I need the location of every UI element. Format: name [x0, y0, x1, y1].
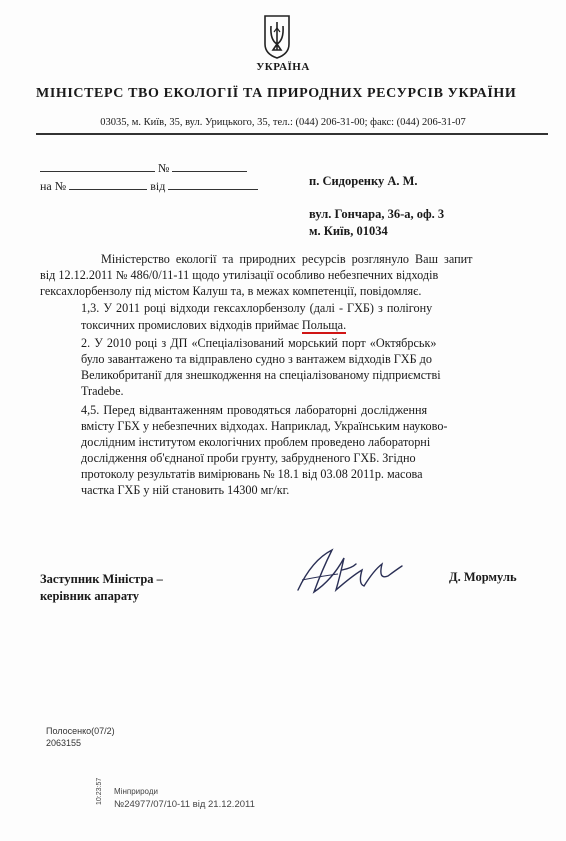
- paragraph-1-line-1: 1,3. У 2011 році відходи гексахлорбензолу (далі - ГХБ) з полігону: [81, 301, 433, 315]
- country-name: УКРАЇНА: [256, 61, 310, 73]
- signatory-title-line-1: Заступник Міністра –: [40, 572, 163, 586]
- paragraph-3-line-1: 4,5. Перед відвантаженням проводяться лабораторні дослідження: [81, 403, 428, 417]
- header-divider: [36, 133, 548, 135]
- paragraph-3-line-3: дослідним інститутом екологічних проблем проведено лабораторні: [81, 435, 431, 449]
- executor-phone: 2063155: [46, 738, 82, 748]
- paragraph-3-line-4: дослідження об'єднаної проби грунту, забрудненого ГХБ. Згідно: [81, 451, 416, 465]
- recipient-city: м. Київ, 01034: [309, 224, 388, 238]
- recipient-street: вул. Гончара, 36-а, оф. 3: [309, 207, 445, 221]
- outgoing-number-line: [40, 160, 247, 176]
- executor-name: Полосенко(07/2): [46, 726, 115, 736]
- from-label: від: [150, 179, 166, 193]
- intro-line-1: Міністерство екології та природних ресурсів розглянуло Ваш запит: [101, 252, 473, 266]
- stamp-time: 10:23:57: [96, 777, 103, 805]
- highlighted-country: Польща.: [301, 318, 347, 332]
- recipient-name: п. Сидоренку А. М.: [309, 174, 418, 188]
- signatory-name: Д. Мормуль: [449, 570, 517, 584]
- stamp-registration-number: №24977/07/10-11 від 21.12.2011: [114, 799, 255, 810]
- stamp-organization: Мінприроди: [114, 787, 158, 796]
- paragraph-2-line-4: Tradebe.: [81, 384, 124, 398]
- reference-label: на №: [40, 179, 67, 193]
- paragraph-2-line-1: 2. У 2010 році з ДП «Спеціалізований морський порт «Октябрськ»: [81, 336, 437, 350]
- ministry-address: 03035, м. Київ, 35, вул. Урицького, 35, тел.: (044) 206-31-00; факс: (044) 206-31-07: [100, 117, 466, 128]
- ministry-name: МІНІСТЕРС ТВО ЕКОЛОГІЇ ТА ПРИРОДНИХ РЕСУРСІВ УКРАЇНИ: [36, 86, 517, 101]
- paragraph-1-text: токсичних промислових відходів приймає: [81, 318, 302, 332]
- reference-number-line: [40, 178, 258, 194]
- handwritten-signature: [292, 540, 414, 602]
- trident-emblem-icon: [261, 14, 293, 60]
- paragraph-2-line-2: було завантажено та відправлено судно з вантажем відходів ГХБ до: [81, 352, 432, 366]
- paragraph-3-line-6: частка ГХБ у ній становить 14300 мг/кг.: [81, 483, 290, 497]
- paragraph-3-line-5: протоколу результатів вимірювань № 18.1 від 03.08 2011р. масова: [81, 467, 423, 481]
- number-label: №: [158, 161, 170, 175]
- paragraph-1-line-2: [81, 318, 346, 333]
- paragraph-3-line-2: вмісту ГБХ у небезпечних відходах. Наприклад, Українським науково-: [81, 419, 448, 433]
- intro-line-3: гексахлорбензолу під містом Калуш та, в межах компетенції, повідомляє.: [40, 284, 422, 298]
- intro-line-2: від 12.12.2011 № 486/0/11-11 щодо утилізації особливо небезпечних відходів: [40, 268, 439, 282]
- paragraph-2-line-3: Великобританії для знешкодження на спеціалізованому підприємстві: [81, 368, 441, 382]
- signatory-title-line-2: керівник апарату: [40, 589, 139, 603]
